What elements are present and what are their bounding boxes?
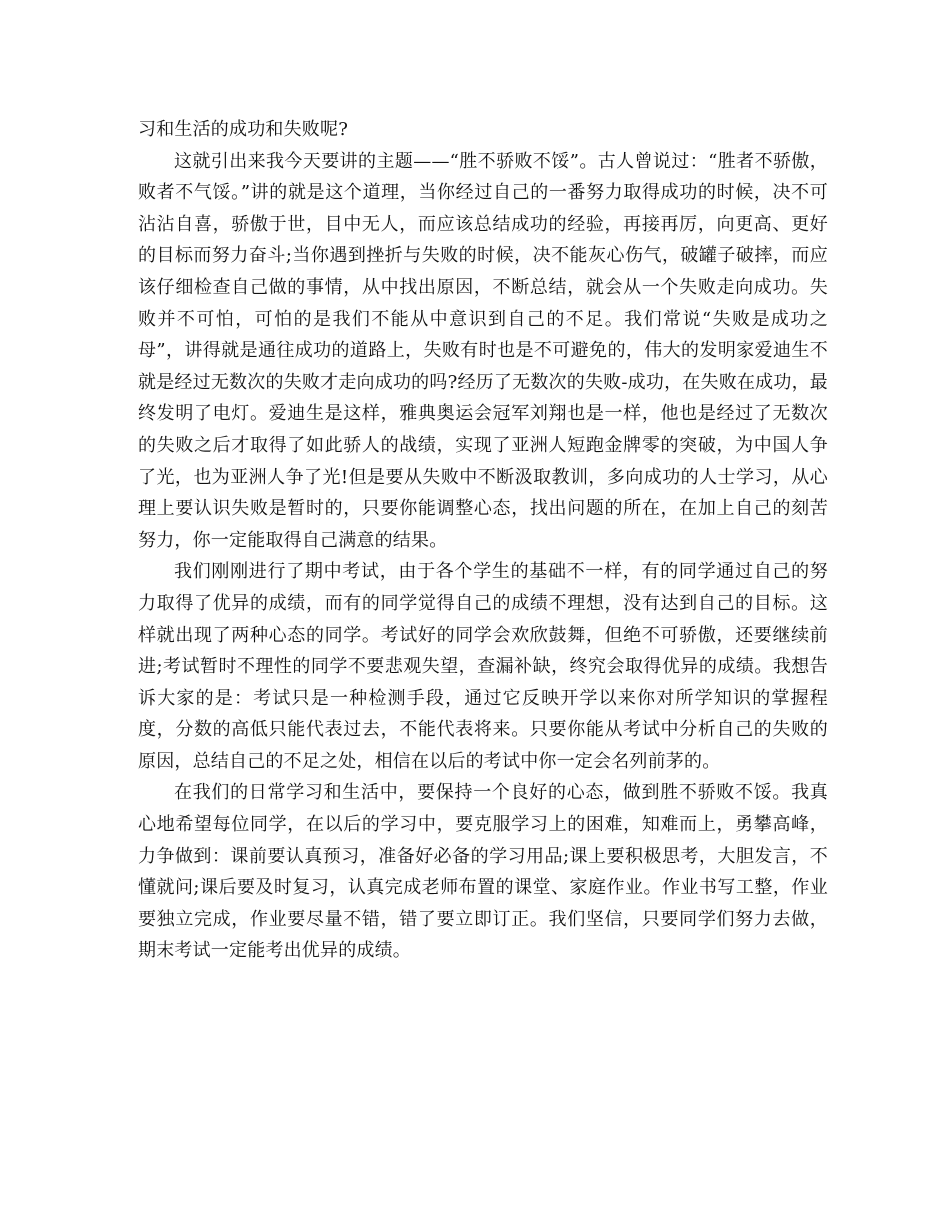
paragraph-exam: 我们刚刚进行了期中考试，由于各个学生的基础不一样，有的同学通过自己的努力取得了优异的成绩，而有的同学觉得自己的成绩不理想，没有达到自己的目标。这样就出现了两种心态的同学。考试好的同学会欢欣鼓舞，但绝不可骄傲，还要继续前进;考试暂时不理性的同学不要悲观失望，查漏补缺，终究会取得优异的成绩。我想告诉大家的是：考试只是一种检测手段，通过它反映开学以来你对所学知识的掌握程度，分数的高低只能代表过去，不能代表将来。只要你能从考试中分析自己的失败的原因，总结自己的不足之处，相信在以后的考试中你一定会名列前茅的。 <box>138 561 828 772</box>
paragraph-continuation: 习和生活的成功和失败呢? <box>138 119 349 140</box>
document-body <box>138 114 828 967</box>
paragraph-theme: 这就引出来我今天要讲的主题——“胜不骄败不馁”。古人曾说过：“胜者不骄傲，败者不气馁。”讲的就是这个道理，当你经过自己的一番努力取得成功的时候，决不可沾沾自喜，骄傲于世，目中无人，而应该总结成功的经验，再接再厉，向更高、更好的目标而努力奋斗;当你遇到挫折与失败的时候，决不能灰心伤气，破罐子破摔，而应该仔细检查自己做的事情，从中找出原因，不断总结，就会从一个失败走向成功。失败并不可怕，可怕的是我们不能从中意识到自己的不足。我们常说“失败是成功之母”，讲得就是通往成功的道路上，失败有时也是不可避免的，伟大的发明家爱迪生不就是经过无数次的失败才走向成功的吗?经历了无数次的失败-成功，在失败在成功，最终发明了电灯。爱迪生是这样，雅典奥运会冠军刘翔也是一样，他也是经过了无数次的失败之后才取得了如此骄人的战绩，实现了亚洲人短跑金牌零的突破，为中国人争了光，也为亚洲人争了光!但是要从失败中不断汲取教训，多向成功的人士学习，从心理上要认识失败是暂时的，只要你能调整心态，找出问题的所在，在加上自己的刻苦努力，你一定能取得自己满意的结果。 <box>138 150 828 551</box>
paragraph-daily-study: 在我们的日常学习和生活中，要保持一个良好的心态，做到胜不骄败不馁。我真心地希望每位同学，在以后的学习中，要克服学习上的困难，知难而上，勇攀高峰，力争做到：课前要认真预习，准备好必备的学习用品;课上要积极思考，大胆发言，不懂就问;课后要及时复习，认真完成老师布置的课堂、家庭作业。作业书写工整，作业要独立完成，作业要尽量不错，错了要立即订正。我们坚信，只要同学们努力去做，期末考试一定能考出优异的成绩。 <box>138 782 828 962</box>
